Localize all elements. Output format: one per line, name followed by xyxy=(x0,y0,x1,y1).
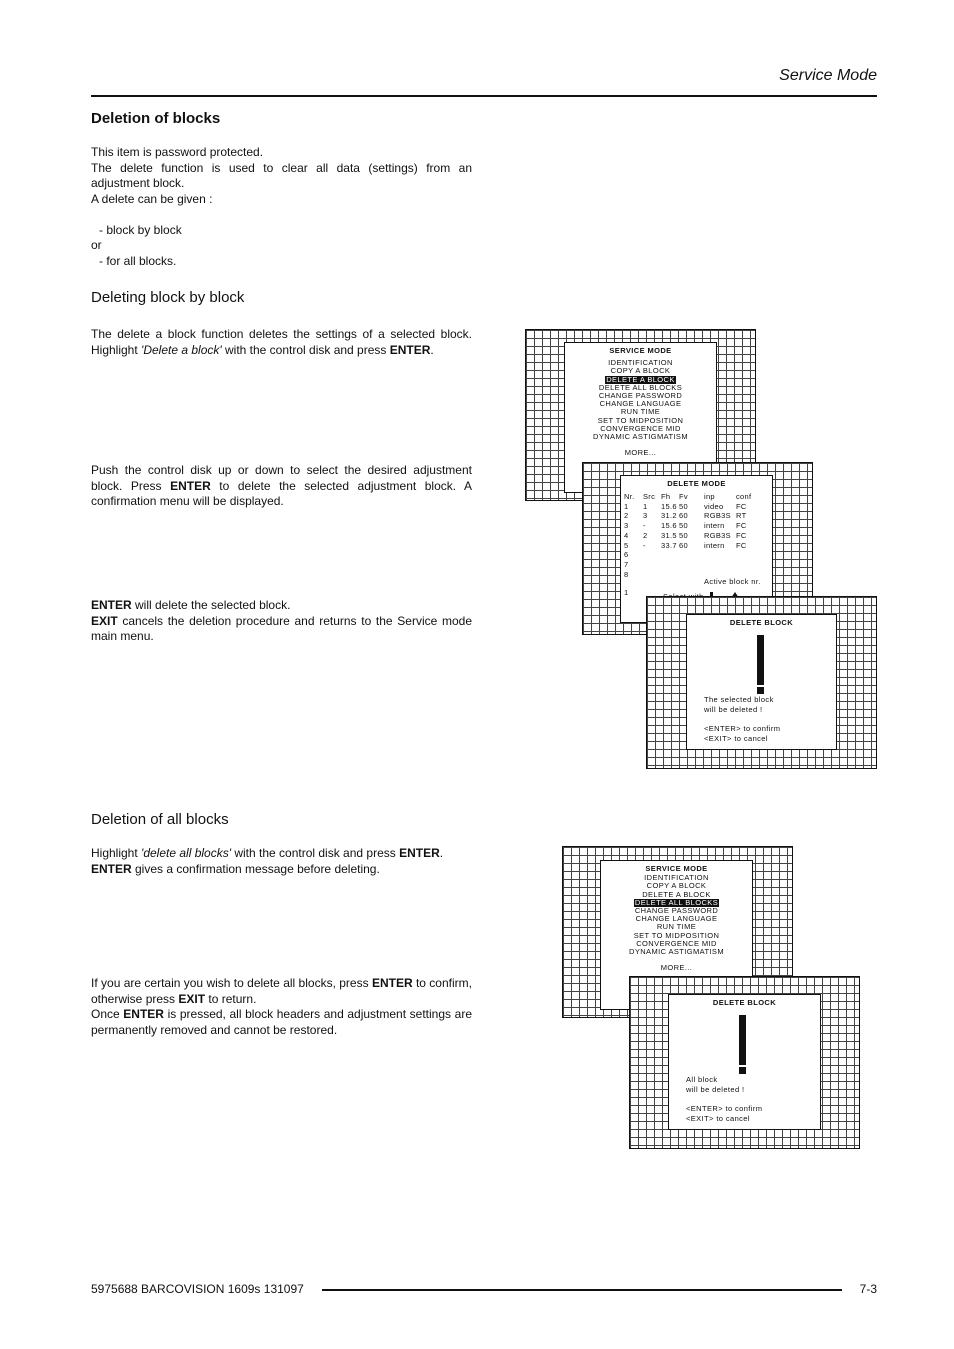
menu-item-convergence-mid[interactable]: CONVERGENCE MID xyxy=(600,423,681,433)
enter-to-confirm[interactable]: <ENTER> to confirm xyxy=(686,1104,763,1113)
table-cell: - xyxy=(643,540,646,550)
section3-para1: Highlight 'delete all blocks' with the control disk and press ENTER. ENTER gives a confirmation message before deleting. xyxy=(91,846,444,876)
table-cell: 33.7 xyxy=(661,540,677,550)
section-title-block-by-block: Deleting block by block xyxy=(91,289,245,306)
menu-item-dynamic-astigmatism[interactable]: DYNAMIC ASTIGMATISM xyxy=(629,947,724,957)
menu-item-set-to-midposition[interactable]: SET TO MIDPOSITION xyxy=(633,930,720,940)
table-cell: RT xyxy=(736,511,747,521)
active-block-label: Active block nr. xyxy=(704,577,761,586)
table-cell: - xyxy=(643,521,646,531)
col-header-src: Src xyxy=(643,492,656,501)
section1-line: The delete function is used to clear all data (settings) from an adjustment block. xyxy=(91,160,472,190)
table-cell: 3 xyxy=(643,511,648,521)
delete-all-message-line1: All block xyxy=(686,1075,718,1084)
table-cell: 8 xyxy=(624,569,629,579)
active-block-nr: 1 xyxy=(624,588,629,597)
table-cell: 7 xyxy=(624,559,629,569)
section1-line: A delete can be given : xyxy=(91,191,213,206)
table-cell: RGB3S xyxy=(704,511,731,521)
delete-block-title: DELETE BLOCK xyxy=(729,618,794,627)
table-cell: 50 xyxy=(679,501,688,511)
table-cell: video xyxy=(704,501,724,511)
table-cell: 15.6 xyxy=(661,501,677,511)
table-cell: 1 xyxy=(624,501,629,511)
menu-item-delete-all-blocks[interactable]: DELETE ALL BLOCKS xyxy=(598,382,683,392)
table-cell: 15.6 xyxy=(661,521,677,531)
option-or: or xyxy=(91,238,102,252)
running-header: Service Mode xyxy=(779,67,877,84)
exclamation-dot-icon xyxy=(739,1067,746,1074)
footer-doc-id: 5975688 BARCOVISION 1609s 131097 xyxy=(91,1282,304,1296)
section-title-deletion-of-blocks: Deletion of blocks xyxy=(91,110,221,127)
table-cell: 4 xyxy=(624,530,629,540)
delete-message-line1: The selected block xyxy=(704,695,774,704)
table-cell: 31.5 xyxy=(661,530,677,540)
menu-item-dynamic-astigmatism[interactable]: DYNAMIC ASTIGMATISM xyxy=(593,432,688,442)
section2-para3: ENTER will delete the selected block. EXIT cancels the deletion procedure and returns to the Service mode main menu. xyxy=(91,598,472,643)
option-all-blocks: - for all blocks. xyxy=(99,253,177,268)
delete-all-message-line2: will be deleted ! xyxy=(686,1085,745,1094)
header-rule xyxy=(91,95,877,97)
service-mode-title: SERVICE MODE xyxy=(645,864,708,873)
table-cell: 6 xyxy=(624,550,629,560)
exclamation-icon xyxy=(757,635,764,685)
menu-item-more[interactable]: MORE... xyxy=(660,963,693,973)
menu-item-change-language[interactable]: CHANGE LANGUAGE xyxy=(599,399,682,409)
col-header-fv: Fv xyxy=(679,492,688,501)
table-cell: 2 xyxy=(624,511,629,521)
delete-all-panel xyxy=(668,994,821,1130)
menu-item-more[interactable]: MORE... xyxy=(624,448,657,458)
table-cell: 60 xyxy=(679,511,688,521)
menu-item-delete-all-blocks[interactable]: DELETE ALL BLOCKS xyxy=(634,897,719,907)
table-cell: 5 xyxy=(624,540,629,550)
exit-to-cancel[interactable]: <EXIT> to cancel xyxy=(704,734,768,743)
exit-to-cancel[interactable]: <EXIT> to cancel xyxy=(686,1114,750,1123)
table-cell: 2 xyxy=(643,530,648,540)
col-header-conf: conf xyxy=(736,492,752,501)
menu-item-set-to-midposition[interactable]: SET TO MIDPOSITION xyxy=(597,415,684,425)
table-cell: intern xyxy=(704,521,725,531)
table-cell: FC xyxy=(736,530,747,540)
table-cell: FC xyxy=(736,521,747,531)
table-cell: RGB3S xyxy=(704,530,731,540)
col-header-nr: Nr. xyxy=(624,492,635,501)
service-mode-title: SERVICE MODE xyxy=(609,346,672,355)
table-cell: 50 xyxy=(679,521,688,531)
table-cell: 60 xyxy=(679,540,688,550)
col-header-fh: Fh xyxy=(661,492,671,501)
menu-item-delete-a-block[interactable]: DELETE A BLOCK xyxy=(642,889,711,899)
option-block-by-block: - block by block xyxy=(99,222,182,237)
menu-item-copy-a-block[interactable]: COPY A BLOCK xyxy=(646,881,707,891)
exclamation-icon xyxy=(739,1015,746,1065)
menu-item-run-time[interactable]: RUN TIME xyxy=(620,407,661,417)
table-cell: intern xyxy=(704,540,725,550)
table-cell: 50 xyxy=(679,530,688,540)
section1-body xyxy=(91,145,472,269)
exclamation-dot-icon xyxy=(757,687,764,694)
menu-item-change-password[interactable]: CHANGE PASSWORD xyxy=(634,906,719,916)
menu-item-delete-a-block[interactable]: DELETE A BLOCK xyxy=(606,374,675,384)
section-title-all-blocks: Deletion of all blocks xyxy=(91,811,229,828)
menu-item-copy-a-block[interactable]: COPY A BLOCK xyxy=(610,366,671,376)
delete-message-line2: will be deleted ! xyxy=(704,705,763,714)
delete-block-panel xyxy=(686,614,837,750)
col-header-inp: inp xyxy=(704,492,715,501)
menu-item-identification[interactable]: IDENTIFICATION xyxy=(608,358,673,368)
section1-line: This item is password protected. xyxy=(91,145,264,159)
menu-item-identification[interactable]: IDENTIFICATION xyxy=(644,873,709,883)
enter-to-confirm[interactable]: <ENTER> to confirm xyxy=(704,724,781,733)
delete-block-title: DELETE BLOCK xyxy=(712,998,777,1007)
table-cell: 3 xyxy=(624,521,629,531)
menu-item-change-password[interactable]: CHANGE PASSWORD xyxy=(598,391,683,401)
table-cell: FC xyxy=(736,501,747,511)
section3-para2: If you are certain you wish to delete all blocks, press ENTER to confirm, otherwise press EXIT to return. Once ENTER is pressed, all block headers and adjustment settings are permanently removed and cannot be restored. xyxy=(91,976,472,1037)
menu-item-convergence-mid[interactable]: CONVERGENCE MID xyxy=(636,938,717,948)
table-cell: FC xyxy=(736,540,747,550)
table-cell: 1 xyxy=(643,501,648,511)
menu-item-change-language[interactable]: CHANGE LANGUAGE xyxy=(635,914,718,924)
footer-rule xyxy=(322,1289,842,1291)
footer-page-number: 7-3 xyxy=(859,1282,877,1296)
table-cell: 31.2 xyxy=(661,511,677,521)
delete-mode-title: DELETE MODE xyxy=(667,479,726,488)
section2-para1: The delete a block function deletes the settings of a selected block. Highlight 'Delete a block' with the control disk and press ENTER. xyxy=(91,327,472,357)
section2-para2: Push the control disk up or down to select the desired adjustment block. Press ENTER to delete the selected adjustment block. A confirmation menu will be displayed. xyxy=(91,463,472,508)
menu-item-run-time[interactable]: RUN TIME xyxy=(656,922,697,932)
